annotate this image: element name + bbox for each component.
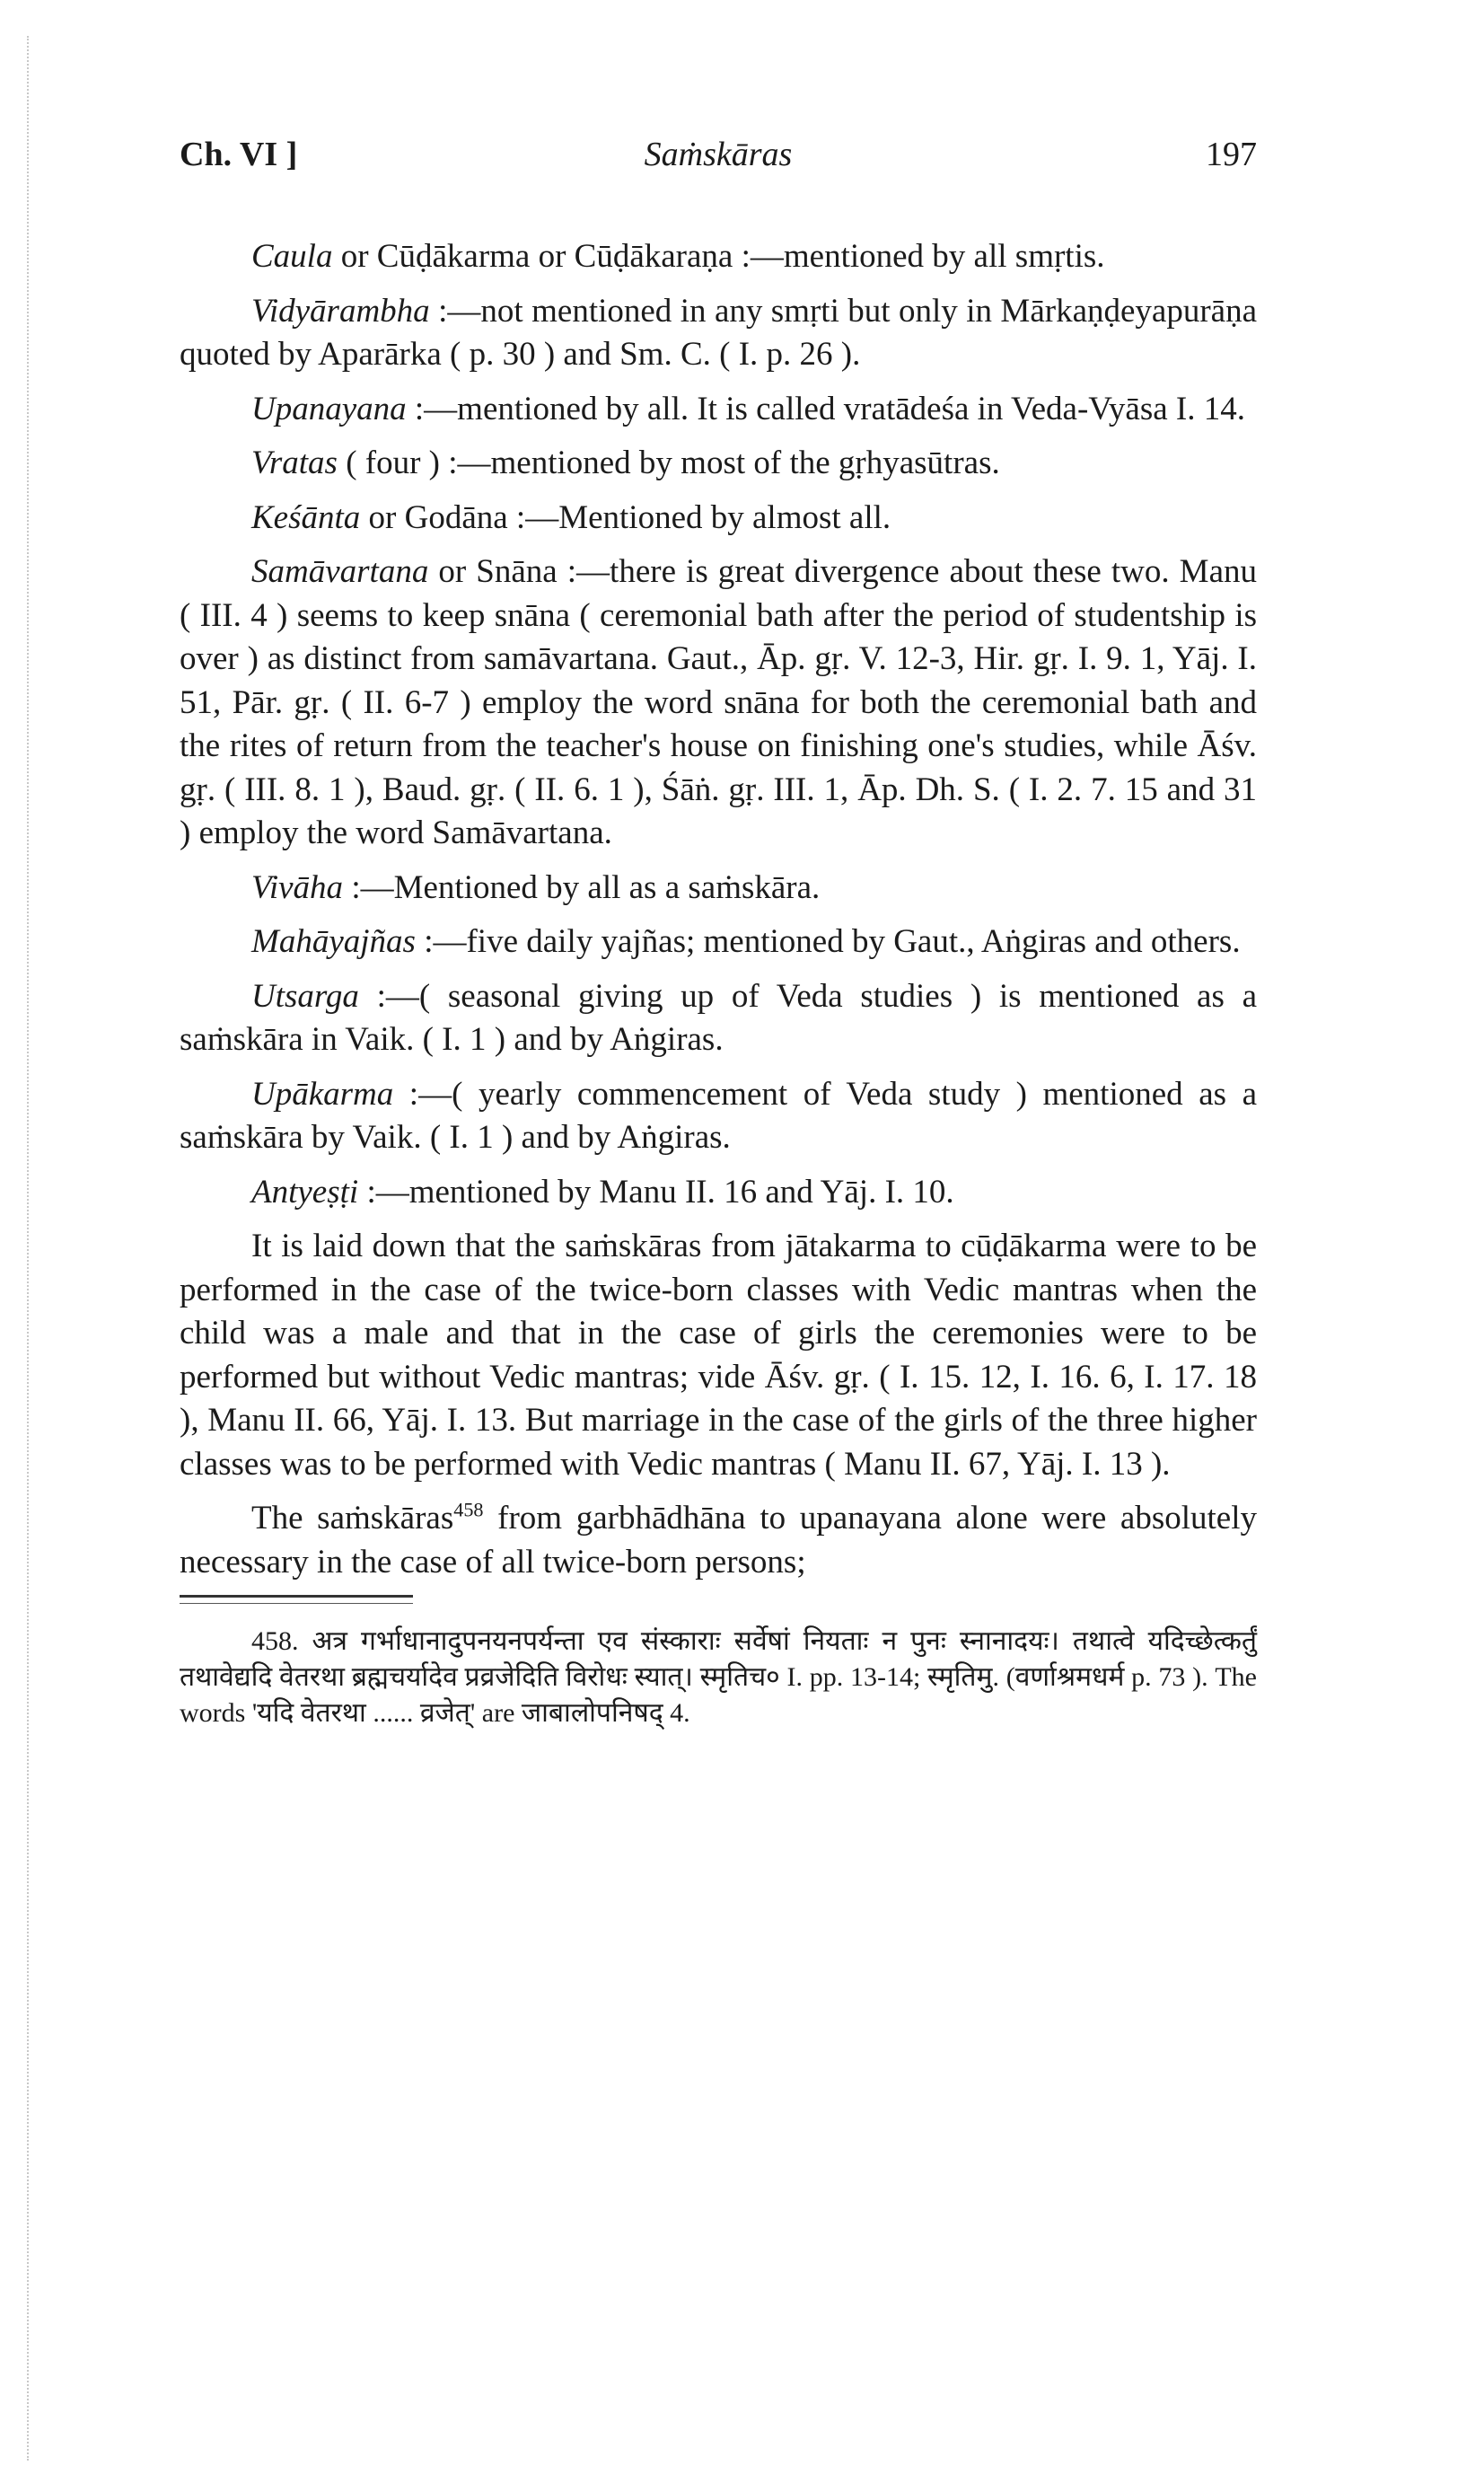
scan-margin-marks <box>27 36 31 2461</box>
samskara-entry <box>180 497 1257 541</box>
samskara-term: Vidyārambha <box>251 292 430 330</box>
samskara-description: ( four ) :—mentioned by most of the gṛhyasūtras. <box>337 445 1000 481</box>
samskara-description: :—five daily yajñas; mentioned by Gaut., Aṅgiras and others. <box>415 923 1241 960</box>
para-text-after: from garbhādhāna to upanayana alone were absolutely necessary in the case of all twice-born persons; <box>180 1500 1257 1581</box>
samskara-entry <box>180 920 1257 964</box>
chapter-label: Ch. VI ] <box>180 136 298 173</box>
samskara-term: Keśānta <box>251 498 361 536</box>
footnote-rule <box>180 1595 413 1598</box>
footnote-number: 458. <box>251 1626 299 1656</box>
samskara-entry <box>180 1073 1257 1160</box>
samskara-description: or Godāna :—Mentioned by almost all. <box>360 498 891 536</box>
samskara-term: Caula <box>251 238 333 275</box>
samskara-term: Utsarga <box>251 977 359 1015</box>
samskara-entry <box>180 442 1257 486</box>
samskara-entry <box>180 550 1257 856</box>
running-header <box>180 135 1257 189</box>
running-title: Saṁskāras <box>644 136 793 173</box>
page-body <box>180 235 1257 1731</box>
samskara-term: Upanayana <box>251 390 407 427</box>
samskara-entry <box>180 975 1257 1062</box>
samskara-list <box>180 235 1257 1214</box>
samskara-term: Mahāyajñas <box>251 923 416 960</box>
body-paragraph-last <box>180 1497 1257 1584</box>
footnote-458 <box>180 1624 1257 1731</box>
samskara-term: Samāvartana <box>251 553 429 590</box>
samskara-description: :—not mentioned in any smṛti but only in Mārkaṇḍeyapurāṇa quoted by Aparārka ( p. 30 ) and Sm. C. ( I. p. 26 ). <box>180 292 1257 373</box>
samskara-description: :—( yearly commencement of Veda study ) mentioned as a saṁskāra by Vaik. ( I. 1 ) and by Aṅgiras. <box>180 1075 1257 1156</box>
footnote-text: अत्र गर्भाधानादुपनयनपर्यन्ता एव संस्काराः सर्वेषां नियताः न पुनः स्नानादयः। तथात्वे यदिच्छेत्कर्तुं तथावेद्यदि वेतरथा ब्रह्मचर्यादेव प्रव्रजेदिति विरोधः स्यात्। स्मृतिच० I. pp. 13-14; स्मृतिमु. (वर्णाश्रमधर्म p. 73 ). The words 'यदि वेतरथा ...... व्रजेत्' are जाबालोपनिषद् 4. <box>180 1626 1257 1728</box>
footnote-ref[interactable]: 458 <box>453 1498 484 1521</box>
page-number: 197 <box>1206 136 1257 173</box>
samskara-term: Antyeṣṭi <box>251 1173 359 1211</box>
samskara-term: Vivāha <box>251 868 344 906</box>
samskara-term: Upākarma <box>251 1075 394 1113</box>
footnote-rule-thin <box>180 1603 413 1604</box>
samskara-entry <box>180 1171 1257 1215</box>
samskara-description: :—mentioned by all. It is called vratādeśa in Veda-Vyāsa I. 14. <box>406 390 1245 427</box>
samskara-description: :—Mentioned by all as a saṁskāra. <box>343 868 821 906</box>
samskara-description: :—( seasonal giving up of Veda studies ) is mentioned as a saṁskāra in Vaik. ( I. 1 ) and by Aṅgiras. <box>180 977 1257 1058</box>
footnotes <box>180 1595 1257 1731</box>
samskara-description: :—mentioned by Manu II. 16 and Yāj. I. 10. <box>358 1173 954 1211</box>
samskara-description: or Snāna :—there is great divergence about these two. Manu ( III. 4 ) seems to keep snāna ( ceremonial bath after the period of studentship is over ) as distinct from samāvartana. Gaut., Āp. gṛ. V. 12-3, Hir. gṛ. I. 9. 1, Yāj. I. 51, Pār. gṛ. ( II. 6-7 ) employ the word snāna for both the ceremonial bath and the rites of return from the teacher's house on finishing one's studies, while Āśv. gṛ. ( III. 8. 1 ), Baud. gṛ. ( II. 6. 1 ), Śāṅ. gṛ. III. 1, Āp. Dh. S. ( I. 2. 7. 15 and 31 ) employ the word Samāvartana. <box>180 553 1257 851</box>
samskara-entry <box>180 235 1257 279</box>
para-text-before: The saṁskāras <box>251 1500 454 1537</box>
book-page <box>180 135 1257 1731</box>
samskara-entry <box>180 867 1257 911</box>
samskara-description: or Cūḍākarma or Cūḍākaraṇa :—mentioned by all smṛtis. <box>332 238 1105 275</box>
body-paragraph: It is laid down that the saṁskāras from jātakarma to cūḍākarma were to be performed in the case of the twice-born classes with Vedic mantras when the child was a male and that in the case of girls the ceremonies were to be performed but without Vedic mantras; vide Āśv. gṛ. ( I. 15. 12, I. 16. 6, I. 17. 18 ), Manu II. 66, Yāj. I. 13. But marriage in the case of the girls of the three higher classes was to be performed with Vedic mantras ( Manu II. 67, Yāj. I. 13 ). <box>180 1228 1257 1483</box>
samskara-term: Vratas <box>251 445 338 481</box>
samskara-entry <box>180 388 1257 432</box>
samskara-entry <box>180 290 1257 377</box>
